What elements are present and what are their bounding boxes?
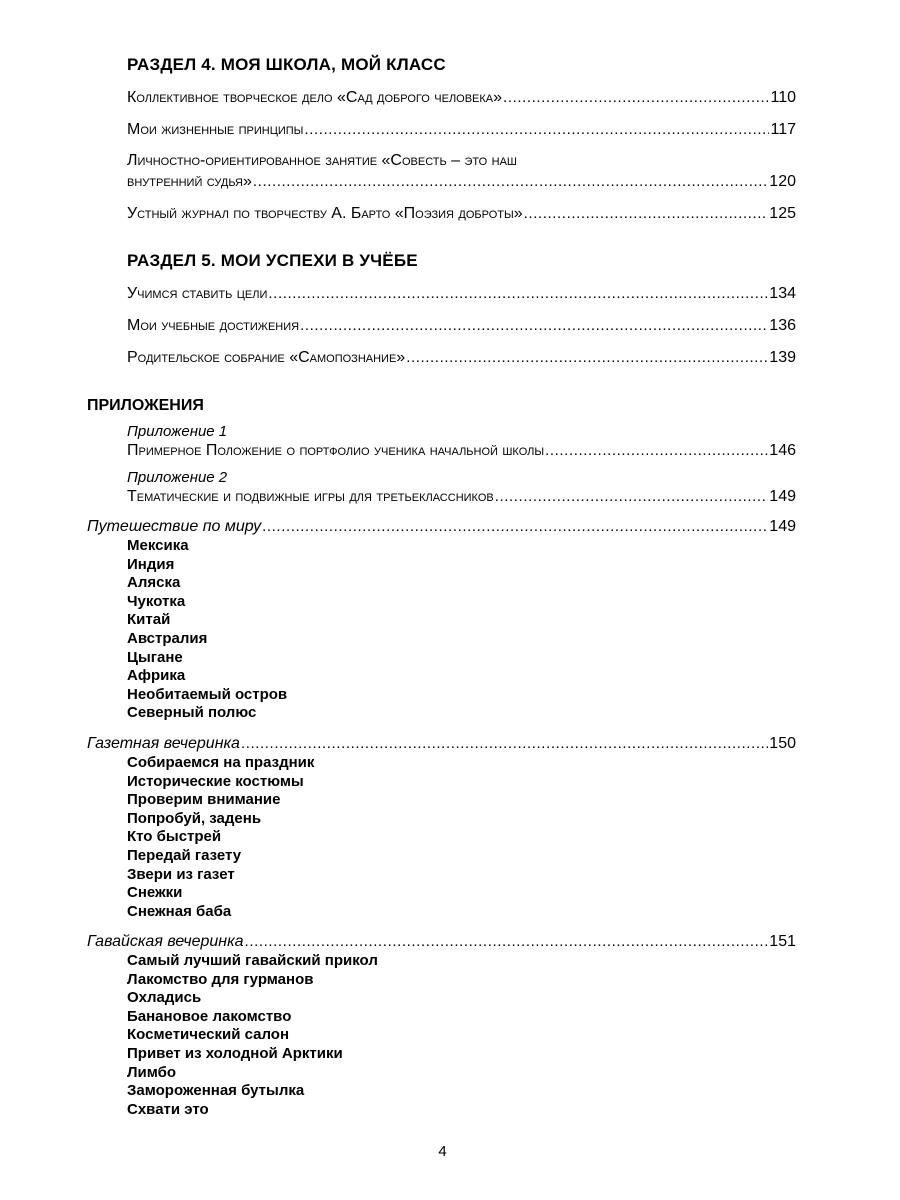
- game-item: Австралия: [127, 629, 208, 647]
- toc-entry[interactable]: [127, 120, 796, 140]
- game-item: Аляска: [127, 574, 181, 592]
- leader-dots: [545, 441, 768, 461]
- entry-page: 117: [770, 121, 796, 138]
- toc-entry[interactable]: [127, 487, 796, 507]
- entry-page: 151: [769, 933, 796, 950]
- game-item-list: [127, 754, 314, 921]
- entry-text: Учимся ставить цели: [127, 285, 268, 302]
- entry-page: 150: [769, 735, 796, 752]
- entry-page: 134: [769, 285, 796, 302]
- game-title: Путешествие по миру: [87, 518, 262, 535]
- toc-entry-game[interactable]: [87, 734, 796, 754]
- entry-text: Примерное Положение о портфолио ученика начальной школы: [127, 442, 545, 459]
- entry-text: Устный журнал по творчеству А. Барто «Поэзия доброты»: [127, 205, 523, 222]
- entry-text: внутренний судья»: [127, 173, 252, 190]
- toc-entry[interactable]: [127, 348, 796, 368]
- game-title: Газетная вечеринка: [87, 735, 240, 752]
- entry-page: 120: [769, 173, 796, 190]
- toc-entry[interactable]: [127, 441, 796, 461]
- game-item-list: [127, 952, 378, 1119]
- leader-dots: [304, 120, 769, 140]
- game-item: Исторические костюмы: [127, 772, 304, 790]
- entry-text: Родительское собрание «Самопознание»: [127, 349, 406, 366]
- leader-dots: [268, 284, 768, 304]
- leader-dots: [495, 487, 769, 507]
- game-item: Попробуй, задень: [127, 809, 262, 827]
- appendices-title: ПРИЛОЖЕНИЯ: [87, 397, 204, 414]
- entry-text-line1: Личностно-ориентированное занятие «Совесть – это наш: [127, 152, 518, 169]
- leader-dots: [245, 932, 769, 952]
- game-title: Гавайская вечеринка: [87, 933, 244, 950]
- game-item: Проверим внимание: [127, 791, 281, 809]
- toc-entry[interactable]: [127, 204, 796, 224]
- entry-text: Мои жизненные принципы: [127, 121, 304, 138]
- game-item: Лакомство для гурманов: [127, 970, 314, 988]
- section-4-title: РАЗДЕЛ 4. МОЯ ШКОЛА, МОЙ КЛАСС: [127, 55, 446, 74]
- entry-page: 146: [769, 442, 796, 459]
- entry-page: 149: [769, 488, 796, 505]
- toc-entry[interactable]: [127, 284, 796, 304]
- entry-text: Мои учебные достижения: [127, 317, 300, 334]
- entry-page: 149: [769, 518, 796, 535]
- leader-dots: [262, 517, 768, 537]
- entry-page: 110: [770, 89, 796, 106]
- leader-dots: [503, 88, 769, 108]
- toc-entry[interactable]: [127, 316, 796, 336]
- game-item: Необитаемый остров: [127, 685, 288, 703]
- game-item: Привет из холодной Арктики: [127, 1044, 343, 1062]
- toc-entry[interactable]: [127, 88, 796, 108]
- section-5-title: РАЗДЕЛ 5. МОИ УСПЕХИ В УЧЁБЕ: [127, 251, 418, 270]
- leader-dots: [253, 172, 768, 192]
- game-item: Косметический салон: [127, 1026, 290, 1044]
- appendix-label: Приложение 1: [127, 423, 228, 440]
- game-item: Китай: [127, 611, 171, 629]
- toc-entry[interactable]: [127, 172, 796, 192]
- game-item: Замороженная бутылка: [127, 1082, 305, 1100]
- game-item: Схвати это: [127, 1100, 209, 1118]
- game-item: Собираемся на праздник: [127, 754, 315, 771]
- entry-text: Коллективное творческое дело «Сад доброго человека»: [127, 89, 503, 106]
- entry-text: Тематические и подвижные игры для третьеклассников: [127, 488, 494, 505]
- entry-page: 139: [769, 349, 796, 366]
- entry-page: 136: [769, 317, 796, 334]
- game-item: Снежки: [127, 884, 183, 902]
- leader-dots: [300, 316, 768, 336]
- game-item: Самый лучший гавайский прикол: [127, 952, 378, 969]
- page-number: 4: [438, 1143, 447, 1160]
- leader-dots: [406, 348, 768, 368]
- entry-page: 125: [769, 205, 796, 222]
- game-item: Чукотка: [127, 592, 186, 610]
- game-item: Звери из газет: [127, 865, 235, 883]
- leader-dots: [524, 204, 769, 224]
- game-item: Охладись: [127, 989, 202, 1007]
- game-item: Лимбо: [127, 1063, 177, 1081]
- toc-entry-game[interactable]: [87, 932, 796, 952]
- game-item: Цыгане: [127, 648, 183, 666]
- leader-dots: [241, 734, 768, 754]
- game-item: Кто быстрей: [127, 828, 222, 846]
- game-item: Банановое лакомство: [127, 1007, 292, 1025]
- game-item: Африка: [127, 667, 186, 685]
- game-item: Передай газету: [127, 846, 242, 864]
- game-item-list: [127, 537, 287, 723]
- game-item: Северный полюс: [127, 704, 257, 722]
- toc-entry-game[interactable]: [87, 517, 796, 537]
- game-item: Индия: [127, 555, 175, 573]
- appendix-label: Приложение 2: [127, 469, 228, 486]
- game-item: Снежная баба: [127, 902, 232, 920]
- game-item: Мексика: [127, 537, 189, 554]
